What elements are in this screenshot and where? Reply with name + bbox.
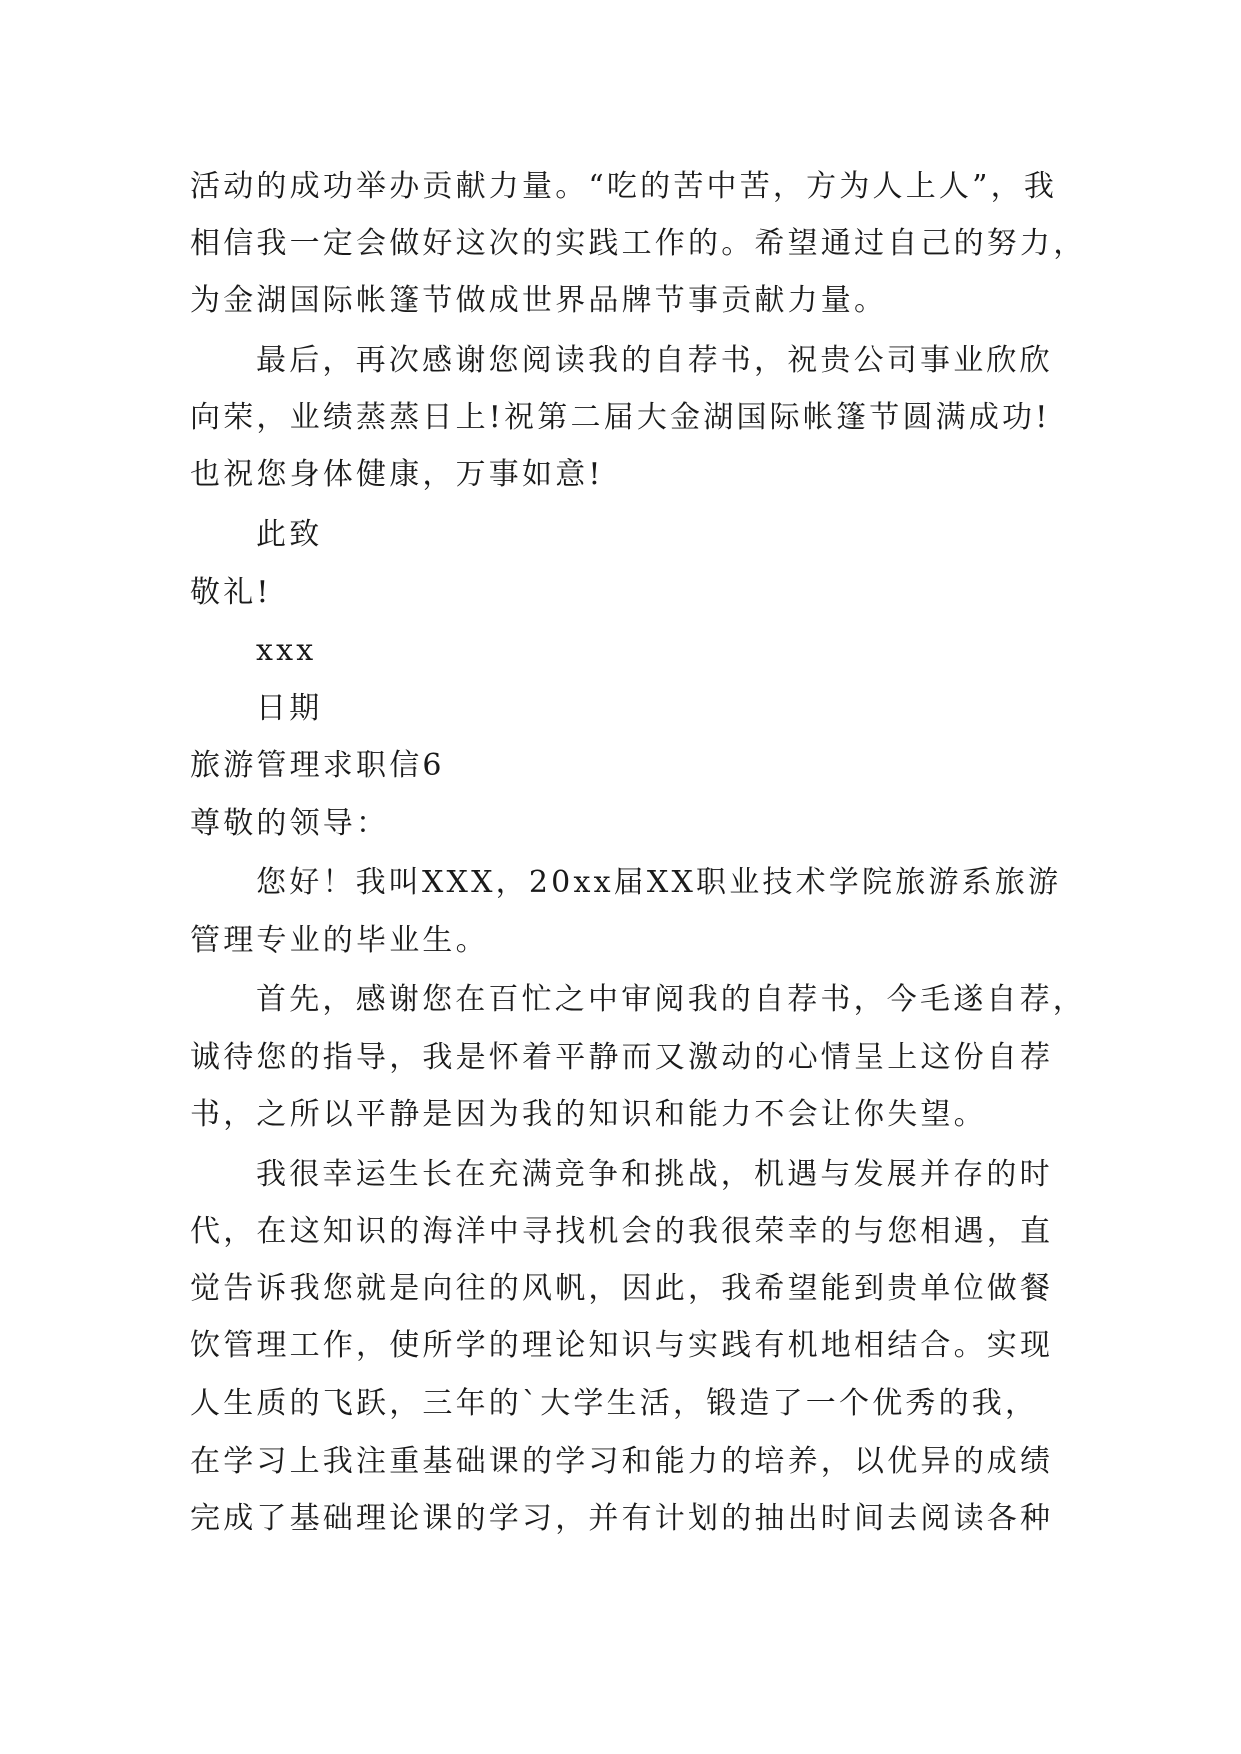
text-line: 觉告诉我您就是向往的风帆，因此，我希望能到贵单位做餐 — [190, 1271, 1054, 1306]
text-line: 也祝您身体健康，万事如意! — [190, 457, 604, 492]
text-line: 相信我一定会做好这次的实践工作的。希望通过自己的努力， — [190, 226, 1087, 261]
signature-name: xxx — [256, 633, 317, 668]
signature-date: 日期 — [256, 691, 323, 726]
text-line: 诚待您的指导，我是怀着平静而又激动的心情呈上这份自荐 — [190, 1040, 1054, 1075]
text-line: 完成了基础理论课的学习，并有计划的抽出时间去阅读各种 — [190, 1501, 1054, 1536]
text-line: 人生质的飞跃，三年的`大学生活，锻造了一个优秀的我， — [190, 1386, 1039, 1421]
text-line: 最后，再次感谢您阅读我的自荐书，祝贵公司事业欣欣 — [256, 343, 1053, 378]
text-line: 我很幸运生长在充满竞争和挑战，机遇与发展并存的时 — [256, 1157, 1053, 1192]
text-line: 活动的成功举办贡献力量。“吃的苦中苦，方为人上人”，我 — [190, 169, 1058, 204]
text-line: 书，之所以平静是因为我的知识和能力不会让你失望。 — [190, 1097, 987, 1132]
text-line: 您好！我叫XXX，20xx届XX职业技术学院旅游系旅游 — [256, 865, 1062, 900]
text-line: 向荣，业绩蒸蒸日上!祝第二届大金湖国际帐篷节圆满成功! — [190, 400, 1051, 435]
section-title: 旅游管理求职信6 — [190, 748, 445, 783]
letter-greeting: 尊敬的领导： — [190, 806, 390, 841]
closing-regards: 敬礼! — [190, 575, 272, 610]
text-line: 代，在这知识的海洋中寻找机会的我很荣幸的与您相遇，直 — [190, 1214, 1054, 1249]
text-line: 在学习上我注重基础课的学习和能力的培养，以优异的成绩 — [190, 1444, 1054, 1479]
text-line: 为金湖国际帐篷节做成世界品牌节事贡献力量。 — [190, 283, 888, 318]
text-line: 饮管理工作，使所学的理论知识与实践有机地相结合。实现 — [190, 1328, 1054, 1363]
closing-salutation: 此致 — [256, 517, 323, 552]
text-line: 首先，感谢您在百忙之中审阅我的自荐书，今毛遂自荐， — [256, 982, 1086, 1017]
text-line: 管理专业的毕业生。 — [190, 923, 489, 958]
